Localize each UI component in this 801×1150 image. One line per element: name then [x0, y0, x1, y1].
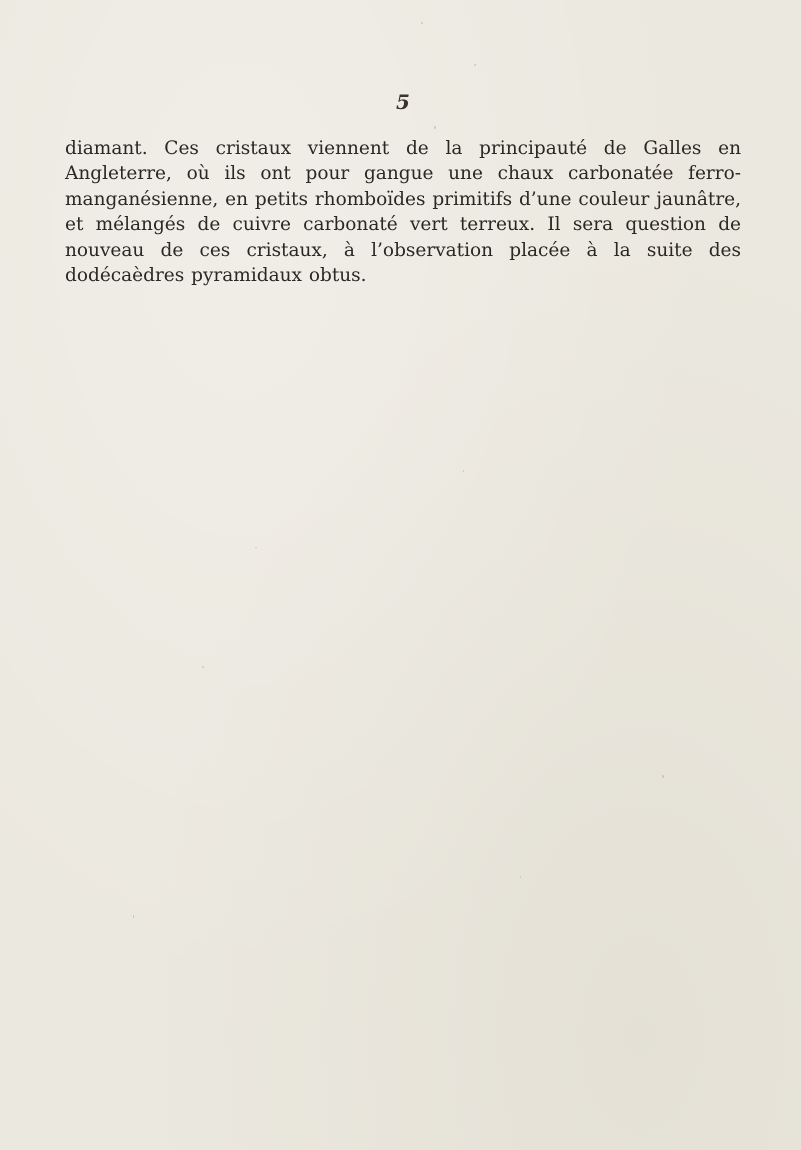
- paper-speck: [202, 666, 204, 668]
- paper-speck: [133, 915, 134, 918]
- paper-speck: [463, 470, 464, 472]
- paper-speck: [434, 126, 436, 129]
- body-paragraph: diamant. Ces cristaux viennent de la principauté de Galles en Angleterre, où ils ont pour gangue une chaux carbonatée ferro-manganésienne, en petits rhomboïdes primitifs d’une couleur jaunâtre, et mélangés de cuivre carbonaté vert terreux. Il sera question de nouveau de ces cristaux, à l’observation placée à la suite des dodécaèdres pyramidaux obtus.: [65, 138, 741, 287]
- paper-speck: [255, 547, 257, 548]
- paper-speck: [421, 22, 423, 24]
- page-number: 5: [396, 90, 410, 114]
- paper-speck: [520, 876, 521, 878]
- paper-speck: [474, 64, 476, 66]
- paper-speck: [662, 775, 664, 778]
